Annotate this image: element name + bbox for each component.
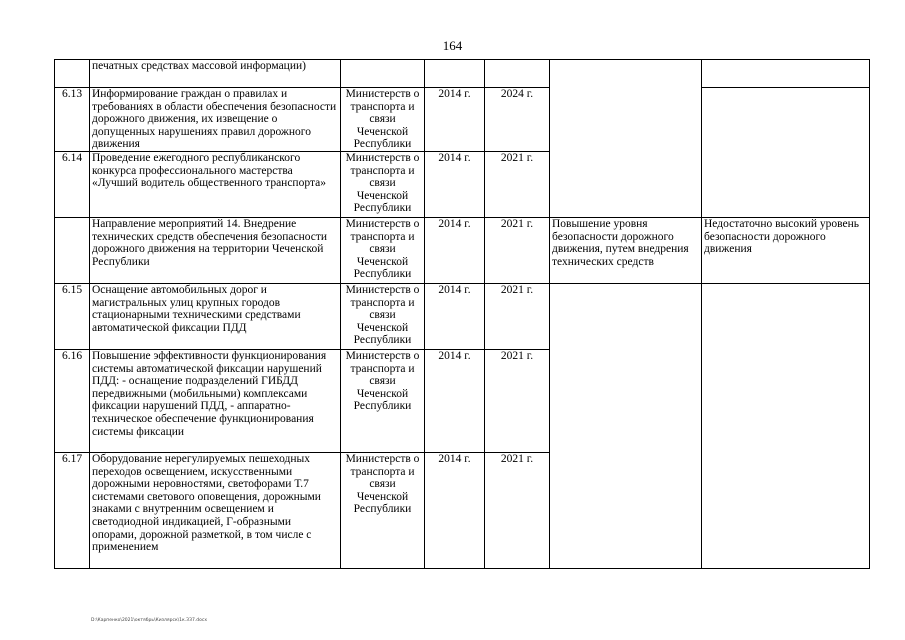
table-row [55,60,870,88]
start-year-cell [425,60,485,88]
end-year-cell: 2021 г. [485,349,550,452]
row-number: 6.16 [55,349,90,452]
table-row [55,88,870,152]
start-year-cell: 2014 г. [425,283,485,349]
measure-text: Оборудование нерегулируемых пешеходных переходов освещением, искусственными дорожными неровностями, светофорами Т.7 системами светового оповещения, дорожными знаками с внутренним освещением и светодиодной индикацией, Г-образными опорами, дорожной разметкой, в том числе с применением [90,452,341,568]
measure-text: Проведение ежегодного республиканского конкурса профессионального мастерства «Лучший водитель общественного транспорта» [90,151,341,217]
executor-cell: Министерств о транспорта и связи Чеченской Республики [341,151,425,217]
table-row [55,283,870,349]
executor-cell: Министерств о транспорта и связи Чеченской Республики [341,283,425,349]
result-cell: Повышение уровня безопасности дорожного движения, путем внедрения технических средств [550,217,702,283]
end-year-cell: 2021 г. [485,217,550,283]
end-year-cell [485,60,550,88]
row-number: 6.14 [55,151,90,217]
risk-cell [702,60,870,88]
measure-text: Направление мероприятий 14. Внедрение технических средств обеспечения безопасности дорожного движения на территории Чеченской Республики [90,217,341,283]
start-year-cell: 2014 г. [425,217,485,283]
executor-cell: Министерств о транспорта и связи Чеченской Республики [341,217,425,283]
executor-cell: Министерств о транспорта и связи Чеченской Республики [341,349,425,452]
executor-cell [341,60,425,88]
result-cell [550,60,702,218]
start-year-cell: 2014 г. [425,88,485,152]
page-number: 164 [442,38,463,53]
result-cell [550,283,702,568]
executor-cell: Министерств о транспорта и связи Чеченской Республики [341,88,425,152]
row-number: 6.17 [55,452,90,568]
end-year-cell: 2021 г. [485,452,550,568]
executor-cell: Министерств о транспорта и связи Чеченской Республики [341,452,425,568]
measure-text: печатных средствах массовой информации) [90,60,341,88]
risk-cell [702,283,870,568]
start-year-cell: 2014 г. [425,349,485,452]
start-year-cell: 2014 г. [425,151,485,217]
row-number: 6.15 [55,283,90,349]
measure-text: Оснащение автомобильных дорог и магистральных улиц крупных городов стационарными техническими средствами автоматической фиксации ПДД [90,283,341,349]
end-year-cell: 2024 г. [485,88,550,152]
end-year-cell: 2021 г. [485,151,550,217]
table-row [55,217,870,283]
row-number [55,60,90,88]
file-path-footer: D:\Карпенко\2021\октябрь\Кизлярск\1к.ЗЗ7.docx [91,618,207,623]
row-number [55,217,90,283]
end-year-cell: 2021 г. [485,283,550,349]
row-number: 6.13 [55,88,90,152]
risk-cell [702,88,870,218]
risk-cell: Недостаточно высокий уровень безопасности дорожного движения [702,217,870,283]
measures-table [54,59,870,569]
measure-text: Повышение эффективности функционирования системы автоматической фиксации нарушений ПДД: - оснащение подразделений ГИБДД передвижными (мобильными) комплексами фиксации нарушений ПДД, - аппаратно-техническое обеспечение функционирования системы фиксации [90,349,341,452]
start-year-cell: 2014 г. [425,452,485,568]
measure-text: Информирование граждан о правилах и требованиях в области обеспечения безопасности дорожного движения, их извещение о допущенных нарушениях правил дорожного движения [90,88,341,152]
